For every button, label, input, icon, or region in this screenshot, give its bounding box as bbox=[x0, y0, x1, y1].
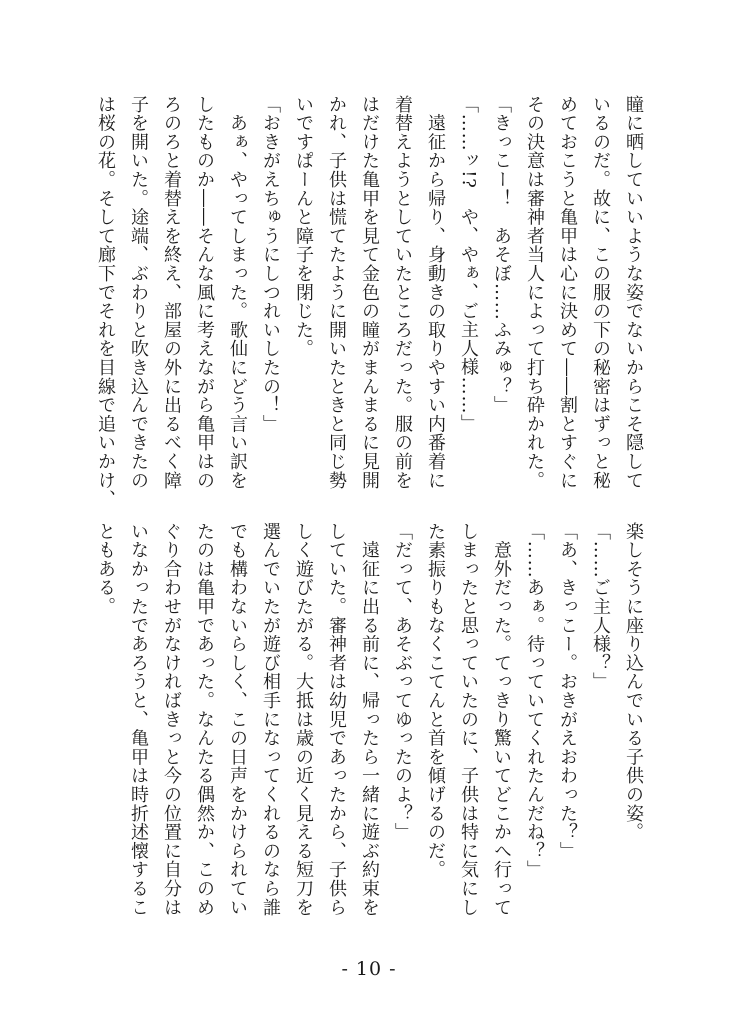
upper-line: はだけた亀甲を見て金色の瞳がまんまるに見開 bbox=[359, 95, 380, 490]
lower-line: ともある。 bbox=[95, 522, 116, 616]
upper-line: 「きっこー！ あそぼ……ふみゅ？」 bbox=[491, 95, 512, 415]
lower-line: 「……あぁ。待っていてくれたんだね？」 bbox=[524, 522, 545, 880]
upper-line: 子を開いた。途端、ぶわりと吹き込んできたの bbox=[128, 95, 149, 490]
upper-line: ろのろと着替えを終え、部屋の外に出るべく障 bbox=[161, 95, 182, 490]
lower-line: たのは亀甲であった。なんたる偶然か、このめ bbox=[194, 522, 215, 917]
upper-text-block bbox=[89, 95, 650, 525]
lower-line: た素振りもなくこてんと首を傾げるのだ。 bbox=[425, 522, 446, 880]
lower-line: でも構わないらしく、この日声をかけられてい bbox=[227, 522, 248, 917]
lower-line: 遠征に出る前に、帰ったら一緒に遊ぶ約束を bbox=[359, 522, 380, 917]
upper-line: あぁ、やってしまった。歌仙にどう言い訳を bbox=[227, 95, 248, 490]
lower-line: 「……ご主人様？」 bbox=[590, 522, 611, 692]
lower-line: 楽しそうに座り込んでいる子供の姿。 bbox=[623, 522, 644, 842]
lower-line: ぐり合わせがなければきっと今の位置に自分は bbox=[161, 522, 182, 917]
upper-line: 遠征から帰り、身動きの取りやすい内番着に bbox=[425, 95, 446, 490]
lower-line: していた。審神者は幼児であったから、子供ら bbox=[326, 522, 347, 917]
upper-line: いるのだ。故に、この服の下の秘密はずっと秘 bbox=[590, 95, 611, 490]
upper-line: 瞳に晒していいような姿でないからこそ隠して bbox=[623, 95, 644, 490]
upper-line: は桜の花。そして廊下でそれを目線で追いかけ、 bbox=[95, 95, 116, 509]
upper-line: かれ、子供は慌てたように開いたときと同じ勢 bbox=[326, 95, 347, 490]
upper-line: 「おきがえちゅうにしつれいしたの！」 bbox=[260, 95, 281, 434]
upper-line: したものか――そんな風に考えながら亀甲はの bbox=[194, 95, 215, 490]
lower-line: しまったと思っていたのに、子供は特に気にし bbox=[458, 522, 479, 917]
upper-line: 着替えようとしていたところだった。服の前を bbox=[392, 95, 413, 490]
lower-line: 選んでいたが遊び相手になってくれるのなら誰 bbox=[260, 522, 281, 917]
upper-line: 「……ッ!? や、やぁ、ご主人様……」 bbox=[458, 95, 479, 434]
lower-line: 「だって、あそぶってゆったのよ？」 bbox=[392, 522, 413, 842]
lower-line: しく遊びたがる。大抵は歳の近く見える短刀を bbox=[293, 522, 314, 917]
lower-line: 「あ、きっこー。おきがえおわった？」 bbox=[557, 522, 578, 861]
upper-line: めておこうと亀甲は心に決めて――割とすぐに bbox=[557, 95, 578, 490]
lower-line: いなかったであろうと、亀甲は時折述懐するこ bbox=[128, 522, 149, 917]
lower-text-block bbox=[89, 522, 650, 952]
upper-line: いですぱーんと障子を閉じた。 bbox=[293, 95, 314, 359]
upper-line: その決意は審神者当人によって打ち砕かれた。 bbox=[524, 95, 545, 490]
lower-line: 意外だった。てっきり驚いてどこかへ行って bbox=[491, 522, 512, 917]
page-number: - 10 - bbox=[341, 958, 397, 980]
